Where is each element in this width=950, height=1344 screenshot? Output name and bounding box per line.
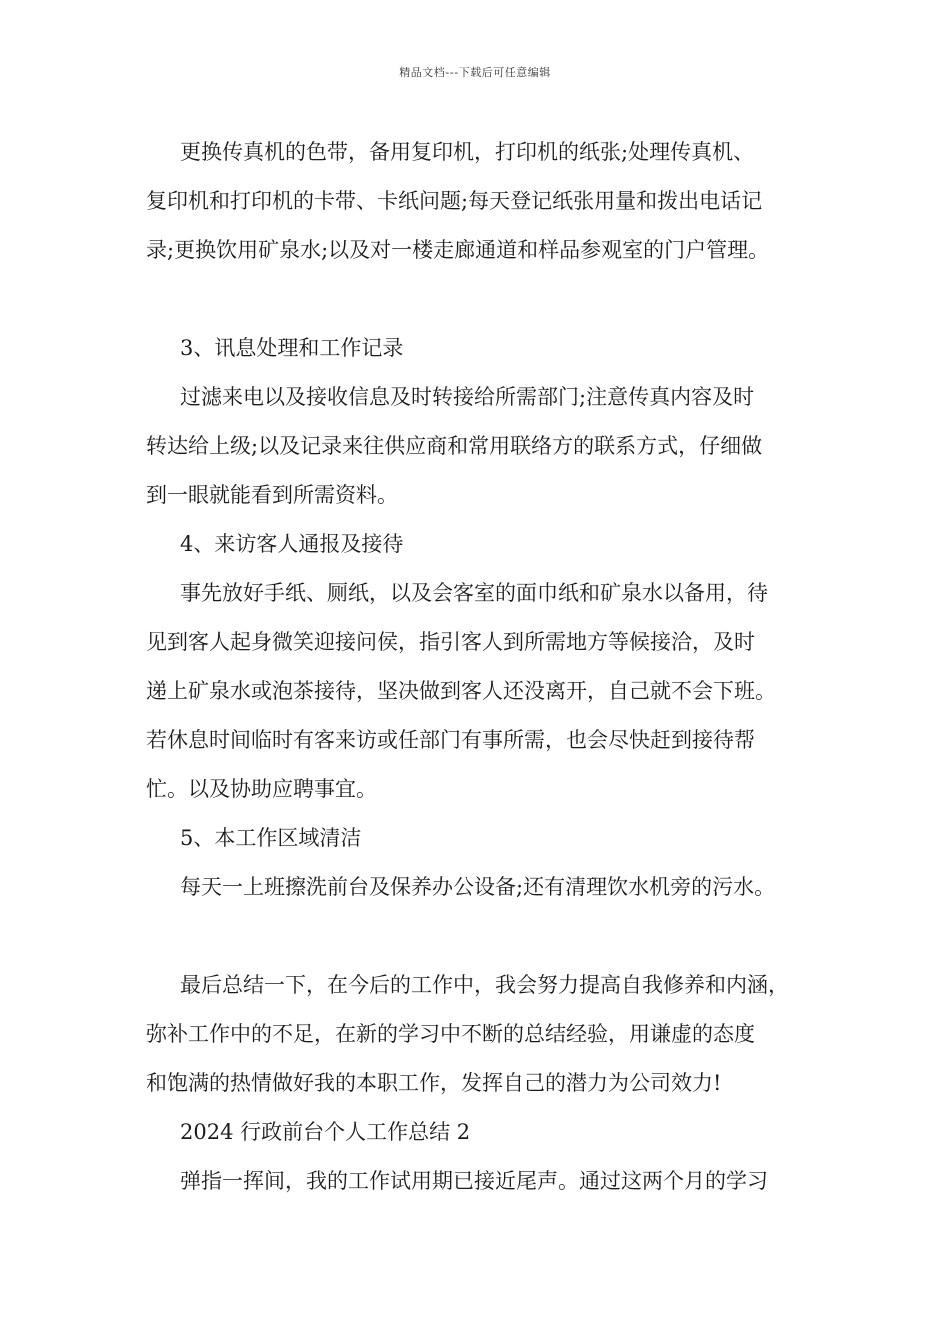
paragraph-cleaning [146, 863, 826, 912]
text-line: 弹指一挥间，我的工作试用期已接近尾声。通过这两个月的学习 [180, 1169, 768, 1193]
text-line: 过滤来电以及接收信息及时转接给所需部门;注意传真内容及时 [180, 385, 755, 409]
document-body [146, 128, 826, 1206]
text-line: 转达给上级;以及记录来往供应商和常用联络方的联系方式，仔细做 [146, 434, 763, 458]
text-line: 递上矿泉水或泡茶接待，坚决做到客人还没离开，自己就不会下班。 [146, 679, 776, 703]
paragraph-equipment [146, 128, 826, 275]
text-line: 录;更换饮用矿泉水;以及对一楼走廊通道和样品参观室的门户管理。 [146, 238, 770, 262]
text-line: 弥补工作中的不足，在新的学习中不断的总结经验，用谦虚的态度 [146, 1022, 755, 1046]
paragraph-messages [146, 373, 826, 520]
page-header: 精品文档---下载后可任意编辑 [399, 66, 551, 79]
paragraph-summary [146, 961, 826, 1108]
text-line: 每天一上班擦洗前台及保养办公设备;还有清理饮水机旁的污水。 [180, 875, 776, 899]
section-heading-3: 3、讯息处理和工作记录 [180, 336, 404, 360]
text-line: 到一眼就能看到所需资料。 [146, 483, 398, 507]
text-line: 复印机和打印机的卡带、卡纸问题;每天登记纸张用量和拨出电话记 [146, 189, 763, 213]
section-heading-4: 4、来访客人通报及接待 [180, 532, 404, 556]
section-heading-5: 5、本工作区域清洁 [180, 826, 362, 850]
text-line: 事先放好手纸、厕纸，以及会客室的面巾纸和矿泉水以备用，待 [180, 581, 768, 605]
document-title-2: 2024 行政前台个人工作总结 2 [180, 1120, 471, 1144]
text-line: 最后总结一下，在今后的工作中，我会努力提高自我修养和内涵， [180, 973, 789, 997]
text-line: 更换传真机的色带，备用复印机，打印机的纸张;处理传真机、 [180, 140, 755, 164]
text-line: 见到客人起身微笑迎接问侯，指引客人到所需地方等候接洽，及时 [146, 630, 755, 654]
paragraph-visitors [146, 569, 826, 814]
text-line: 若休息时间临时有客来访或任部门有事所需，也会尽快赶到接待帮 [146, 728, 755, 752]
text-line: 忙。以及协助应聘事宜。 [146, 777, 377, 801]
paragraph-intro-2 [146, 1157, 826, 1206]
text-line: 和饱满的热情做好我的本职工作，发挥自己的潜力为公司效力! [146, 1071, 722, 1095]
